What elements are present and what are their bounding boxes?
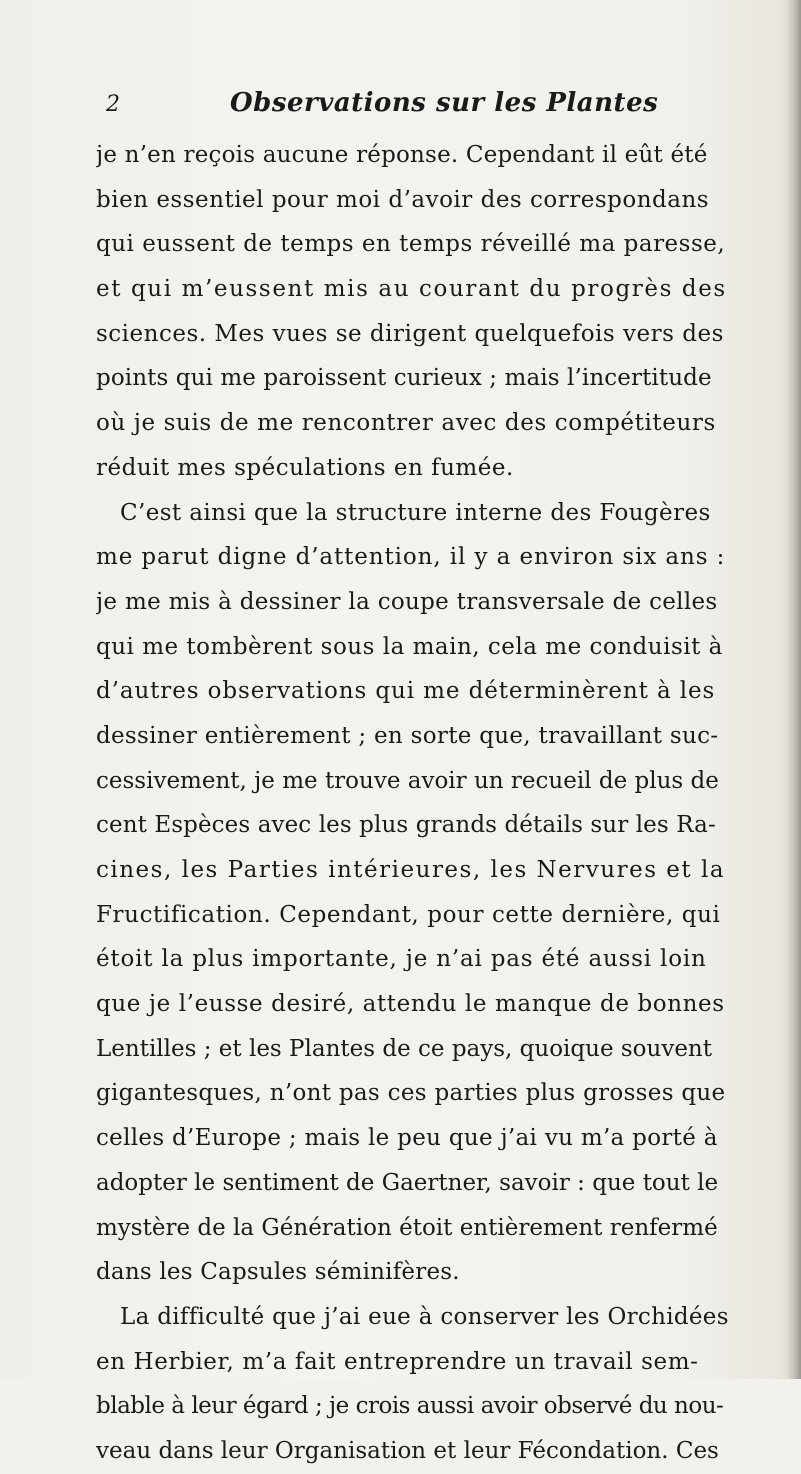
text-line: veau dans leur Organisation et leur Fécondation. Ces	[96, 1437, 719, 1464]
text-line: où je suis de me rencontrer avec des compétiteurs	[96, 410, 716, 437]
text-line: Fructification. Cependant, pour cette dernière, qui	[96, 901, 721, 928]
text-line: cent Espèces avec les plus grands détails sur les Ra-	[96, 812, 716, 839]
text-line: d’autres observations qui me déterminèrent à les	[96, 678, 716, 705]
text-line: C’est ainsi que la structure interne des Fougères	[120, 499, 711, 526]
text-line: me parut digne d’attention, il y a environ six ans :	[96, 544, 726, 571]
text-line: celles d’Europe ; mais le peu que j’ai vu m’a porté à	[96, 1125, 718, 1152]
text-line: qui me tombèrent sous la main, cela me conduisit à	[96, 633, 723, 660]
text-line: qui eussent de temps en temps réveillé ma paresse,	[96, 231, 726, 258]
page-number: 2	[106, 92, 120, 117]
text-line: je n’en reçois aucune réponse. Cependant il eût été	[96, 142, 708, 168]
running-title: Observations sur les Plantes	[230, 88, 659, 118]
text-line: réduit mes spéculations en fumée.	[96, 454, 514, 481]
text-line: cines, les Parties intérieures, les Nervures et la	[96, 857, 726, 883]
text-line: blable à leur égard ; je crois aussi avoir observé du nou-	[96, 1393, 724, 1420]
text-line: et qui m’eussent mis au courant du progrès des	[96, 276, 727, 303]
text-line: dans les Capsules séminifères.	[96, 1259, 460, 1286]
text-line: points qui me paroissent curieux ; mais l’incertitude	[96, 365, 712, 392]
text-line: dessiner entièrement ; en sorte que, travaillant suc-	[96, 722, 719, 749]
text-line: en Herbier, m’a fait entreprendre un travail sem-	[96, 1348, 699, 1375]
body-text	[96, 133, 796, 1474]
text-line: bien essentiel pour moi d’avoir des correspondans	[96, 186, 710, 213]
page-header	[100, 88, 740, 128]
text-line: La difficulté que j’ai eue à conserver les Orchidées	[120, 1303, 729, 1330]
text-line: cessivement, je me trouve avoir un recueil de plus de	[96, 767, 719, 794]
text-line: gigantesques, n’ont pas ces parties plus grosses que	[96, 1080, 726, 1107]
text-line: que je l’eusse desiré, attendu le manque de bonnes	[96, 991, 725, 1018]
text-line: étoit la plus importante, je n’ai pas été aussi loin	[96, 946, 707, 973]
text-line: adopter le sentiment de Gaertner, savoir : que tout le	[96, 1169, 719, 1196]
text-line: mystère de la Génération étoit entièrement renfermé	[96, 1214, 718, 1241]
text-line: je me mis à dessiner la coupe transversale de celles	[96, 588, 718, 615]
text-line: sciences. Mes vues se dirigent quelquefois vers des	[96, 320, 724, 347]
text-line: Lentilles ; et les Plantes de ce pays, quoique souvent	[96, 1035, 712, 1062]
